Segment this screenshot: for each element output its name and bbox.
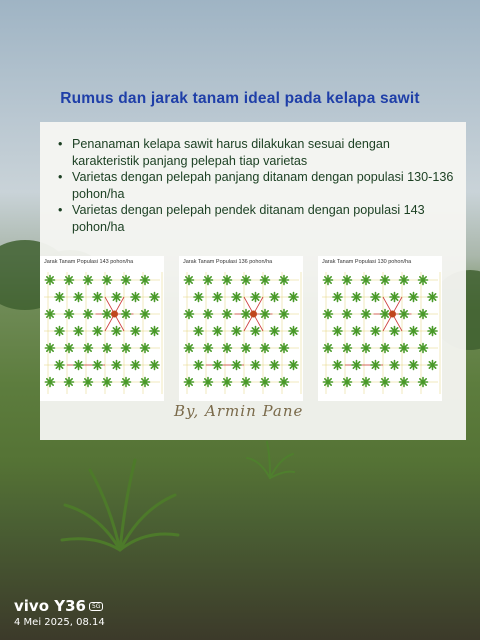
palm-tree-icon xyxy=(352,361,361,370)
palm-tree-icon xyxy=(419,378,428,387)
palm-tree-icon xyxy=(242,276,251,285)
palm-tree-icon xyxy=(122,310,131,319)
palm-tree-icon xyxy=(93,327,102,336)
diagram-title: Jarak Tanam Populasi 130 pohon/ha xyxy=(322,259,412,265)
palm-tree-icon xyxy=(428,327,437,336)
camera-badge: 5G xyxy=(89,602,103,611)
palm-tree-icon xyxy=(74,327,83,336)
palm-tree-icon xyxy=(131,361,140,370)
palm-tree-icon xyxy=(242,378,251,387)
palm-tree-icon xyxy=(103,310,112,319)
palm-tree-icon xyxy=(343,310,352,319)
palm-tree-icon xyxy=(352,293,361,302)
palm-tree-icon xyxy=(232,361,241,370)
palm-tree-icon xyxy=(122,378,131,387)
palm-tree-icon xyxy=(280,378,289,387)
center-tree-marker xyxy=(250,311,257,318)
palm-tree-icon xyxy=(409,327,418,336)
palm-tree-icon xyxy=(428,293,437,302)
palm-tree-icon xyxy=(65,344,74,353)
palm-tree-icon xyxy=(232,293,241,302)
young-palm-plant xyxy=(60,445,180,555)
palm-tree-icon xyxy=(185,378,194,387)
palm-tree-icon xyxy=(84,344,93,353)
palm-tree-icon xyxy=(65,378,74,387)
center-tree-marker xyxy=(111,311,118,318)
palm-tree-icon xyxy=(185,310,194,319)
camera-watermark xyxy=(14,596,105,628)
palm-tree-icon xyxy=(204,344,213,353)
palm-tree-icon xyxy=(46,276,55,285)
palm-tree-icon xyxy=(185,276,194,285)
palm-tree-icon xyxy=(55,327,64,336)
palm-tree-icon xyxy=(84,310,93,319)
palm-tree-icon xyxy=(362,378,371,387)
planting-grid-diagram xyxy=(179,268,303,400)
palm-tree-icon xyxy=(362,276,371,285)
palm-tree-icon xyxy=(93,293,102,302)
palm-tree-icon xyxy=(381,310,390,319)
diagram-title: Jarak Tanam Populasi 136 pohon/ha xyxy=(183,259,273,265)
palm-tree-icon xyxy=(213,327,222,336)
palm-tree-icon xyxy=(122,344,131,353)
palm-tree-icon xyxy=(371,327,380,336)
palm-tree-icon xyxy=(150,293,159,302)
palm-tree-icon xyxy=(280,276,289,285)
palm-tree-icon xyxy=(150,327,159,336)
palm-tree-icon xyxy=(242,310,251,319)
palm-tree-icon xyxy=(213,361,222,370)
planting-grid-diagram xyxy=(40,268,164,400)
palm-tree-icon xyxy=(324,276,333,285)
palm-tree-icon xyxy=(84,276,93,285)
palm-tree-icon xyxy=(400,276,409,285)
palm-tree-icon xyxy=(131,293,140,302)
palm-tree-icon xyxy=(324,378,333,387)
palm-tree-icon xyxy=(343,378,352,387)
palm-tree-icon xyxy=(419,276,428,285)
palm-tree-icon xyxy=(428,361,437,370)
palm-tree-icon xyxy=(343,276,352,285)
palm-tree-icon xyxy=(112,327,121,336)
palm-tree-icon xyxy=(280,344,289,353)
spacing-diagram-143 xyxy=(40,256,164,401)
palm-tree-icon xyxy=(362,310,371,319)
palm-tree-icon xyxy=(343,344,352,353)
palm-tree-icon xyxy=(46,310,55,319)
palm-tree-icon xyxy=(409,293,418,302)
palm-tree-icon xyxy=(46,378,55,387)
palm-tree-icon xyxy=(409,361,418,370)
palm-tree-icon xyxy=(141,310,150,319)
spacing-diagram-136 xyxy=(179,256,303,401)
bullet-item: • Penanaman kelapa sawit harus dilakukan sesuai dengan karakteristik panjang pelepah tiap varietas xyxy=(58,136,458,169)
palm-tree-icon xyxy=(251,361,260,370)
palm-tree-icon xyxy=(390,361,399,370)
info-panel xyxy=(40,122,466,440)
palm-tree-icon xyxy=(74,293,83,302)
palm-tree-icon xyxy=(251,293,260,302)
palm-tree-icon xyxy=(122,276,131,285)
palm-tree-icon xyxy=(93,361,102,370)
palm-tree-icon xyxy=(261,310,270,319)
palm-tree-icon xyxy=(324,344,333,353)
palm-tree-icon xyxy=(103,276,112,285)
center-tree-marker xyxy=(389,311,396,318)
palm-tree-icon xyxy=(185,344,194,353)
young-palm-plant xyxy=(245,440,295,480)
palm-tree-icon xyxy=(150,361,159,370)
palm-tree-icon xyxy=(289,361,298,370)
palm-tree-icon xyxy=(400,344,409,353)
palm-tree-icon xyxy=(381,344,390,353)
palm-tree-icon xyxy=(324,310,333,319)
palm-tree-icon xyxy=(390,327,399,336)
palm-tree-icon xyxy=(223,344,232,353)
palm-tree-icon xyxy=(65,276,74,285)
palm-tree-icon xyxy=(223,310,232,319)
bullet-item: • Varietas dengan pelepah panjang ditanam dengan populasi 130-136 pohon/ha xyxy=(58,169,458,202)
palm-tree-icon xyxy=(270,327,279,336)
palm-tree-icon xyxy=(333,361,342,370)
palm-tree-icon xyxy=(112,361,121,370)
palm-tree-icon xyxy=(194,327,203,336)
palm-tree-icon xyxy=(289,293,298,302)
palm-tree-icon xyxy=(55,293,64,302)
palm-tree-icon xyxy=(381,276,390,285)
palm-tree-icon xyxy=(194,361,203,370)
palm-tree-icon xyxy=(390,293,399,302)
palm-tree-icon xyxy=(204,310,213,319)
palm-tree-icon xyxy=(289,327,298,336)
palm-tree-icon xyxy=(204,378,213,387)
palm-tree-icon xyxy=(270,361,279,370)
palm-tree-icon xyxy=(371,361,380,370)
palm-tree-icon xyxy=(419,310,428,319)
camera-brand: vivo Y36 xyxy=(14,597,86,615)
palm-tree-icon xyxy=(141,378,150,387)
palm-tree-icon xyxy=(280,310,289,319)
palm-tree-icon xyxy=(103,344,112,353)
palm-tree-icon xyxy=(55,361,64,370)
palm-tree-icon xyxy=(352,327,361,336)
palm-tree-icon xyxy=(84,378,93,387)
page-title: Rumus dan jarak tanam ideal pada kelapa sawit xyxy=(60,90,420,107)
palm-tree-icon xyxy=(103,378,112,387)
palm-tree-icon xyxy=(270,293,279,302)
palm-tree-icon xyxy=(333,293,342,302)
palm-tree-icon xyxy=(223,378,232,387)
palm-tree-icon xyxy=(131,327,140,336)
palm-tree-icon xyxy=(141,276,150,285)
diagram-title: Jarak Tanam Populasi 143 pohon/ha xyxy=(44,259,134,265)
palm-tree-icon xyxy=(333,327,342,336)
palm-tree-icon xyxy=(242,344,251,353)
palm-tree-icon xyxy=(112,293,121,302)
palm-tree-icon xyxy=(362,344,371,353)
palm-tree-icon xyxy=(204,276,213,285)
palm-tree-icon xyxy=(46,344,55,353)
palm-tree-icon xyxy=(213,293,222,302)
palm-tree-icon xyxy=(419,344,428,353)
palm-tree-icon xyxy=(232,327,241,336)
palm-tree-icon xyxy=(74,361,83,370)
palm-tree-icon xyxy=(400,378,409,387)
palm-tree-icon xyxy=(371,293,380,302)
palm-tree-icon xyxy=(251,327,260,336)
palm-tree-icon xyxy=(261,378,270,387)
planting-grid-diagram xyxy=(318,268,442,400)
palm-tree-icon xyxy=(223,276,232,285)
bullet-list xyxy=(58,136,458,235)
photo-datetime: 4 Mei 2025, 08.14 xyxy=(14,617,105,628)
palm-tree-icon xyxy=(194,293,203,302)
palm-tree-icon xyxy=(261,276,270,285)
palm-tree-icon xyxy=(65,310,74,319)
author-signature: By, Armin Pane xyxy=(174,402,304,420)
palm-tree-icon xyxy=(381,378,390,387)
spacing-diagram-130 xyxy=(318,256,442,401)
bullet-item: • Varietas dengan pelepah pendek ditanam dengan populasi 143 pohon/ha xyxy=(58,202,458,235)
palm-tree-icon xyxy=(261,344,270,353)
palm-tree-icon xyxy=(400,310,409,319)
palm-tree-icon xyxy=(141,344,150,353)
